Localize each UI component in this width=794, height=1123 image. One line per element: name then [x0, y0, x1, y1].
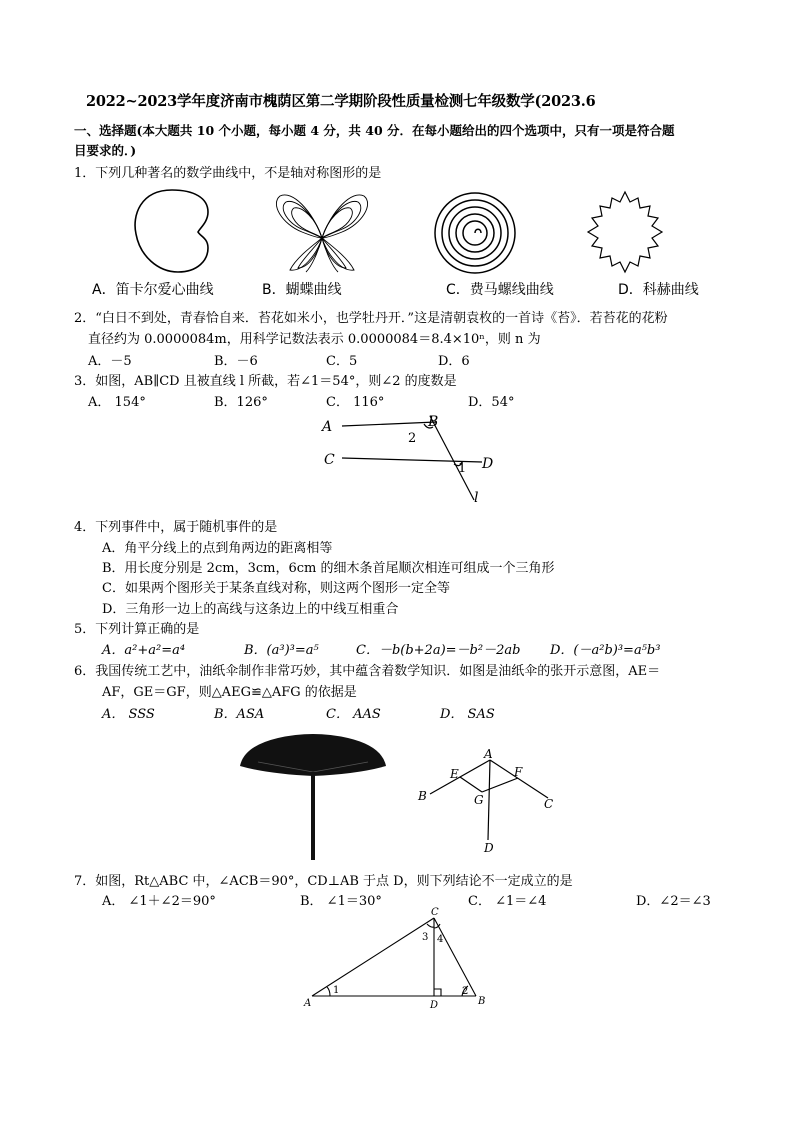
q4-option-c: C．如果两个图形关于某条直线对称，则这两个图形一定全等 — [102, 581, 450, 596]
q6-label-c: C — [544, 797, 554, 811]
section-heading-line2: 目要求的．) — [74, 143, 137, 158]
q7-label-angle3: 3 — [422, 932, 429, 943]
q2-option-b: B．－6 — [214, 354, 258, 369]
q6-option-b: B．ASA — [214, 707, 265, 722]
q7-label-angle1: 1 — [333, 985, 340, 996]
q3-option-d: D．54° — [468, 395, 515, 410]
q6-label-b: B — [418, 789, 427, 803]
q5-option-c: C．－b(b+2a)=－b²－2ab — [356, 643, 521, 658]
q5-option-a: A．a²+a²=a⁴ — [102, 643, 186, 658]
q2-line2: 直径约为 0.0000084m，用科学记数法表示 0.0000084＝8.4×10ⁿ，则 n 为 — [88, 332, 541, 347]
q3-label-angle1: 1 — [458, 461, 467, 476]
q4-option-d: D．三角形一边上的高线与这条边上的中线互相重合 — [102, 602, 399, 617]
q6-line1: 6．我国传统工艺中，油纸伞制作非常巧妙，其中蕴含着数学知识．如图是油纸伞的张开示意图，AE＝ — [74, 664, 661, 679]
q7-option-c: C． ∠1＝∠4 — [468, 894, 547, 909]
q4-stem: 4．下列事件中，属于随机事件的是 — [74, 520, 278, 535]
q2-option-c: C．5 — [326, 354, 358, 369]
q7-stem: 7．如图，Rt△ABC 中，∠ACB＝90°，CD⊥AB 于点 D，则下列结论不一定成立的是 — [74, 874, 573, 889]
section-heading-line1: 一、选择题(本大题共 10 个小题，每小题 4 分，共 40 分．在每小题给出的四个选项中，只有一项是符合题 — [74, 123, 675, 138]
q6-label-d: D — [484, 841, 494, 855]
koch-snowflake-figure — [582, 188, 668, 276]
section-heading — [74, 121, 724, 161]
q1-option-b: B．蝴蝶曲线 — [262, 282, 342, 298]
q6-option-c: C． AAS — [326, 707, 381, 722]
q4-option-b: B．用长度分别是 2cm，3cm，6cm 的细木条首尾顺次相连可组成一个三角形 — [102, 561, 555, 576]
q3-label-d: D — [482, 456, 494, 472]
q2-option-d: D．6 — [438, 354, 470, 369]
q1-option-d: D．科赫曲线 — [618, 282, 699, 298]
q7-label-c: C — [431, 907, 439, 918]
q7-option-b: B． ∠1＝30° — [300, 894, 382, 909]
q3-label-l: l — [474, 490, 479, 506]
q3-label-angle2: 2 — [408, 431, 417, 446]
q7-label-angle4: 4 — [437, 934, 444, 945]
q1-option-a: A．笛卡尔爱心曲线 — [92, 282, 214, 298]
q6-option-d: D． SAS — [440, 707, 495, 722]
q5-option-b: B．(a³)³=a⁵ — [244, 643, 319, 658]
q7-label-a: A — [304, 998, 312, 1009]
q6-label-g: G — [474, 793, 484, 807]
q7-option-a: A． ∠1＋∠2＝90° — [102, 894, 216, 909]
umbrella-image — [238, 732, 388, 862]
q2-line1: 2．“白日不到处，青春恰自来．苔花如米小，也学牡丹开．”这是清朝袁枚的一首诗《苔》．若苔花的花粉 — [74, 311, 668, 326]
fermat-spiral-figure — [430, 188, 520, 278]
q2-option-a: A．－5 — [88, 354, 132, 369]
q7-label-b: B — [478, 996, 486, 1007]
q3-parallel-lines-figure — [316, 410, 506, 510]
q5-stem: 5．下列计算正确的是 — [74, 622, 200, 637]
q6-label-f: F — [514, 765, 523, 779]
q1-stem: 1．下列几种著名的数学曲线中，不是轴对称图形的是 — [74, 166, 382, 181]
q3-label-c: C — [324, 452, 335, 468]
q7-right-triangle-figure — [300, 906, 500, 1012]
cardioid-figure — [128, 186, 218, 278]
q4-option-a: A．角平分线上的点到角两边的距离相等 — [102, 541, 333, 556]
q7-option-d: D．∠2＝∠3 — [636, 894, 711, 909]
q1-option-c: C．费马螺线曲线 — [446, 282, 554, 298]
q3-option-c: C． 116° — [326, 395, 385, 410]
q3-label-b: B — [428, 414, 439, 430]
q6-label-a: A — [484, 747, 493, 761]
q7-label-d: D — [430, 1000, 439, 1011]
q3-option-a: A． 154° — [88, 395, 146, 410]
q6-umbrella-schematic — [414, 748, 564, 856]
q7-label-angle2: 2 — [462, 986, 469, 997]
q6-option-a: A． SSS — [102, 707, 155, 722]
q6-label-e: E — [450, 767, 459, 781]
q3-option-b: B．126° — [214, 395, 268, 410]
page-title: 2022~2023学年度济南市槐荫区第二学期阶段性质量检测七年级数学(2023.6 — [86, 93, 596, 110]
butterfly-figure — [272, 190, 372, 276]
q6-line2: AF，GE＝GF，则△AEG≌△AFG 的依据是 — [102, 685, 357, 700]
q5-option-d: D．(－a²b)³=a⁵b³ — [550, 643, 661, 658]
q3-label-a: A — [322, 419, 333, 435]
q3-stem: 3．如图，AB∥CD 且被直线 l 所截，若∠1＝54°，则∠2 的度数是 — [74, 374, 457, 389]
